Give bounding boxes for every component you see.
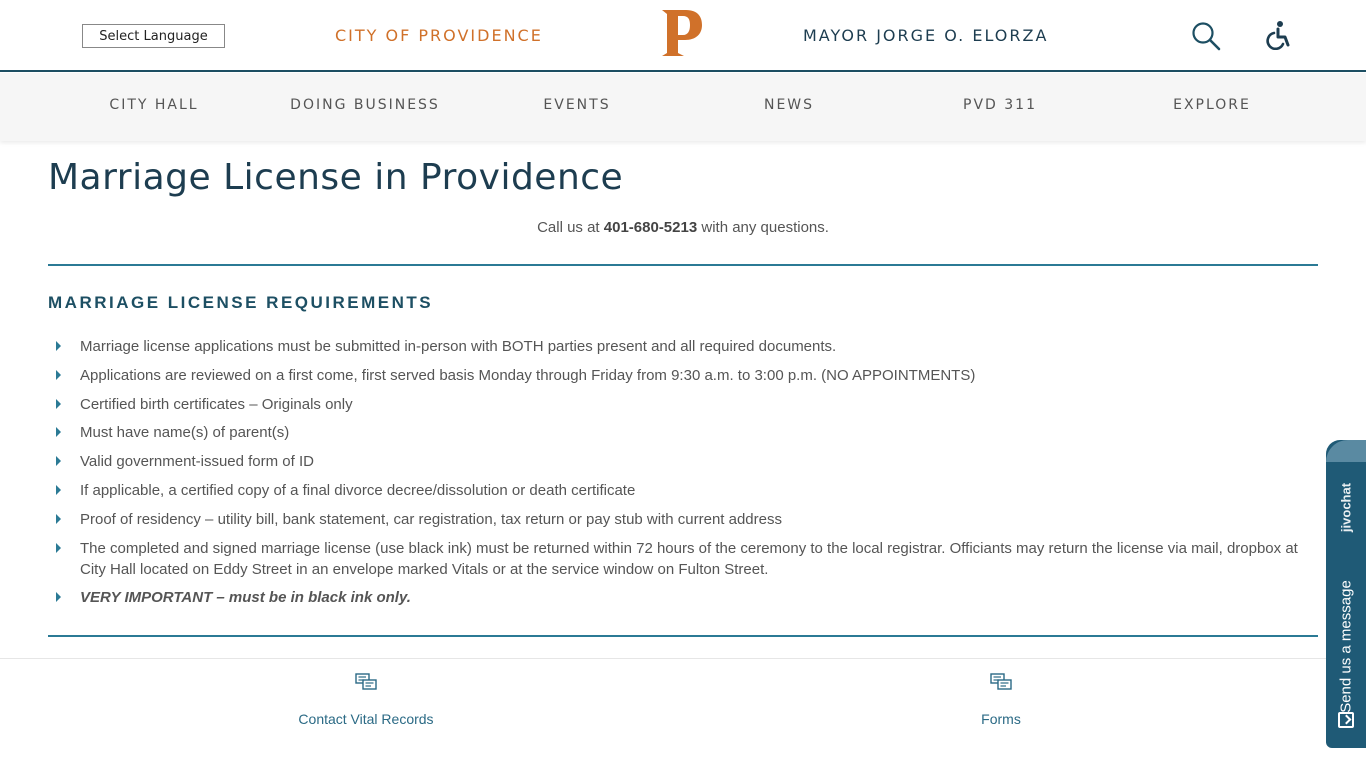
- nav-pvd-311[interactable]: PVD 311: [963, 97, 1037, 113]
- main-navigation: [0, 73, 1366, 141]
- chat-widget-tab[interactable]: [1326, 440, 1366, 748]
- nav-news[interactable]: NEWS: [763, 97, 815, 113]
- nav-explore[interactable]: EXPLORE: [1173, 97, 1251, 113]
- compose-icon: [1338, 712, 1354, 728]
- chat-message-label: Send us a message: [1337, 580, 1355, 713]
- caret-right-icon: [56, 543, 61, 553]
- call-suffix: with any questions.: [701, 219, 829, 236]
- accessibility-icon[interactable]: [1264, 20, 1292, 50]
- page-title: Marriage License in Providence: [48, 157, 624, 198]
- language-select[interactable]: Select Language: [82, 24, 225, 48]
- caret-right-icon: [56, 370, 61, 380]
- search-icon[interactable]: [1191, 21, 1221, 51]
- city-of-providence-link[interactable]: CITY OF PROVIDENCE: [335, 26, 543, 45]
- list-item: Proof of residency – utility bill, bank statement, car registration, tax return or pay stub with current address: [48, 509, 1318, 530]
- chat-bubbles-icon: [990, 673, 1012, 693]
- list-item: Valid government-issued form of ID: [48, 451, 1318, 472]
- chat-bubbles-icon: [355, 673, 377, 693]
- contact-vital-records-link[interactable]: [266, 673, 466, 727]
- call-prefix: Call us at: [537, 219, 600, 236]
- contact-vital-records-label: Contact Vital Records: [298, 711, 434, 727]
- list-item: Certified birth certificates – Originals only: [48, 394, 1318, 415]
- list-item: Must have name(s) of parent(s): [48, 422, 1318, 443]
- mayor-link[interactable]: MAYOR JORGE O. ELORZA: [803, 26, 1049, 45]
- caret-right-icon: [56, 427, 61, 437]
- list-item: The completed and signed marriage license (use black ink) must be returned within 72 hours of the ceremony to the local registrar. Officiants may return the license via mail, dropbox at City Hall located on Eddy Street in an envelope marked Vitals or at the service window on Fulton Street.: [48, 538, 1318, 580]
- caret-right-icon: [56, 592, 61, 602]
- requirements-list: [48, 336, 1318, 616]
- top-header: [0, 0, 1366, 72]
- chat-tab-corner: [1326, 440, 1366, 462]
- section-divider-bottom: [48, 635, 1318, 637]
- section-divider-top: [48, 264, 1318, 266]
- caret-right-icon: [56, 399, 61, 409]
- nav-doing-business[interactable]: DOING BUSINESS: [290, 97, 440, 113]
- call-us-line: [0, 219, 1366, 236]
- list-item: Marriage license applications must be submitted in-person with BOTH parties present and all required documents.: [48, 336, 1318, 357]
- forms-label: Forms: [981, 711, 1021, 727]
- forms-link[interactable]: [901, 673, 1101, 727]
- nav-events[interactable]: EVENTS: [543, 97, 611, 113]
- phone-number: 401-680-5213: [603, 219, 698, 236]
- caret-right-icon: [56, 341, 61, 351]
- section-heading: MARRIAGE LICENSE REQUIREMENTS: [48, 293, 434, 312]
- caret-right-icon: [56, 514, 61, 524]
- list-item: VERY IMPORTANT – must be in black ink only.: [48, 587, 1318, 608]
- nav-city-hall[interactable]: CITY HALL: [109, 97, 199, 113]
- list-item: If applicable, a certified copy of a final divorce decree/dissolution or death certificate: [48, 480, 1318, 501]
- caret-right-icon: [56, 485, 61, 495]
- quick-links: [0, 658, 1366, 768]
- list-item: Applications are reviewed on a first come, first served basis Monday through Friday from 9:30 a.m. to 3:00 p.m. (NO APPOINTMENTS): [48, 365, 1318, 386]
- caret-right-icon: [56, 456, 61, 466]
- providence-logo[interactable]: [660, 8, 704, 58]
- chat-brand: jivochat: [1338, 482, 1354, 533]
